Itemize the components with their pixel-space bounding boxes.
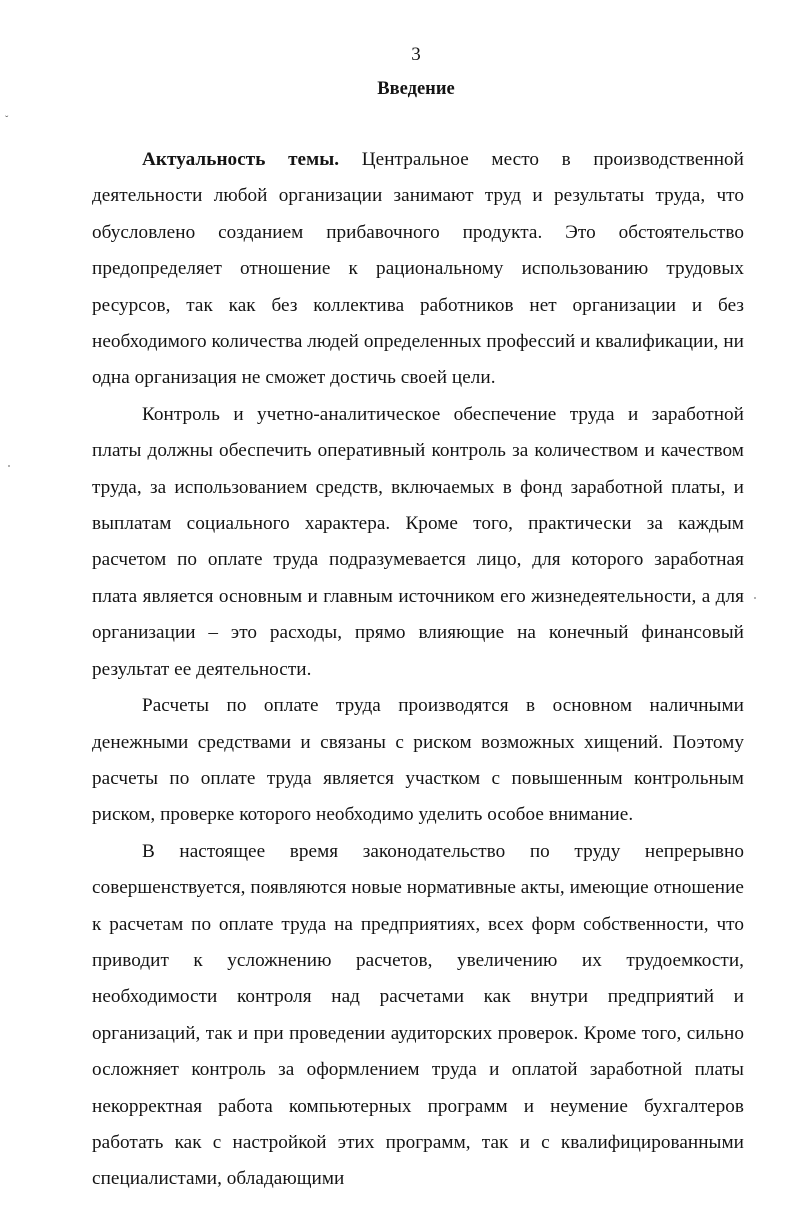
page-number: 3 [411, 44, 421, 65]
paragraph-text: В настоящее время законодательство по труду непрерывно совершенствуется, появляются новые нормативные акты, имеющие отношение к расчетам по оплате труда на предприятиях, всех форм собственности, что приводит к усложнению расчетов, увеличению их трудоемкости, необходимости контроля над расчетами как внутри предприятий и организаций, так и при проведении аудиторских проверок. Кроме того, сильно осложняет контроль за оформлением труда и оплатой заработной платы некорректная работа компьютерных программ и неумение бухгалтеров работать как с настройкой этих программ, так и с квалифицированными специалистами, обладающими [92, 840, 744, 1190]
section-title: Введение [377, 79, 455, 99]
paragraph-lead-heading: Актуальность темы. [142, 149, 340, 170]
margin-scan-mark: ˇ [5, 115, 9, 126]
paragraph-text: Расчеты по оплате труда производятся в основном наличными денежными средствами и связаны с риском возможных хищений. Поэтому расчеты по оплате труда является участком с повышенным контрольным риском, проверке которого необходимо уделить особое внимание. [92, 695, 744, 826]
scan-speck [8, 465, 10, 467]
body-text [92, 142, 744, 1198]
paragraph-control [92, 397, 744, 688]
paragraph-text: Центральное место в производственной деятельности любой организации занимают труд и результаты труда, что обусловлено созданием прибавочного продукта. Это обстоятельство предопределяет отношение к рациональному использованию трудовых ресурсов, так как без коллектива работников нет организации и без необходимого количества людей определенных профессий и квалификации, ни одна организация не сможет достичь своей цели. [92, 149, 744, 389]
paragraph-cash-settlements [92, 688, 744, 834]
paragraph-relevance [92, 142, 744, 397]
scan-speck [754, 597, 756, 599]
paragraph-legislation [92, 834, 744, 1198]
paragraph-text: Контроль и учетно-аналитическое обеспечение труда и заработной платы должны обеспечить оперативный контроль за количеством и качеством труда, за использованием средств, включаемых в фонд заработной платы, и выплатам социального характера. Кроме того, практически за каждым расчетом по оплате труда подразумевается лицо, для которого заработная плата является основным и главным источником его жизнедеятельности, а для организации – это расходы, прямо влияющие на конечный финансовый результат ее деятельности. [92, 403, 744, 680]
